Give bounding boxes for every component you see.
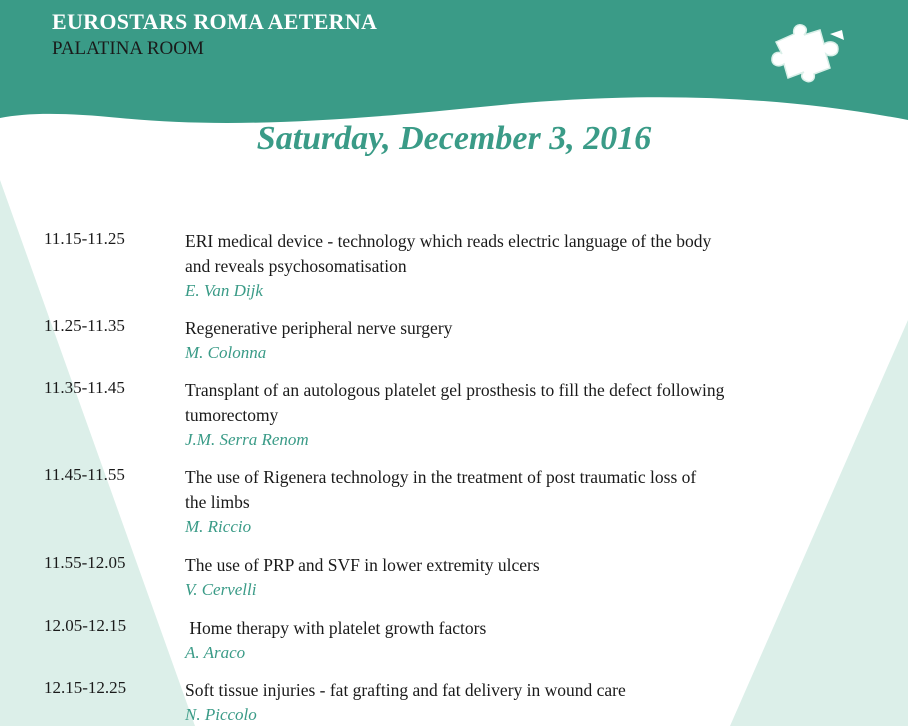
talk-title-line: the limbs	[185, 492, 250, 512]
session-talk	[185, 678, 845, 727]
talk-title-line: The use of Rigenera technology in the treatment of post traumatic loss of	[185, 467, 697, 487]
speaker-name: M. Riccio	[185, 517, 252, 536]
venue-name: EUROSTARS ROMA AETERNA	[52, 9, 378, 34]
session-time: 12.05-12.15	[44, 616, 127, 635]
session-talk	[185, 465, 845, 539]
talk-title-line: ERI medical device - technology which reads electric language of the body	[185, 231, 712, 251]
session-time: 11.25-11.35	[44, 316, 125, 335]
left-side-shape	[0, 180, 195, 726]
talk-title-line: Regenerative peripheral nerve surgery	[185, 318, 453, 338]
session-talk	[185, 553, 845, 602]
speaker-name: A. Araco	[185, 643, 246, 662]
session-talk	[185, 616, 845, 665]
speaker-name: N. Piccolo	[185, 705, 257, 724]
speaker-name: E. Van Dijk	[185, 281, 263, 300]
speaker-name: M. Colonna	[185, 343, 267, 362]
talk-title-line: and reveals psychosomatisation	[185, 256, 407, 276]
session-time: 12.15-12.25	[44, 678, 127, 697]
session-talk	[185, 316, 845, 365]
talk-title-line: The use of PRP and SVF in lower extremity ulcers	[185, 555, 540, 575]
session-talk	[185, 378, 845, 452]
talk-title-line: Soft tissue injuries - fat grafting and fat delivery in wound care	[185, 680, 626, 700]
talk-title-line: Transplant of an autologous platelet gel prosthesis to fill the defect following	[185, 380, 725, 400]
puzzle-piece-icon	[768, 20, 850, 84]
room-name: PALATINA ROOM	[52, 38, 204, 59]
session-time: 11.15-11.25	[44, 229, 125, 248]
speaker-name: V. Cervelli	[185, 580, 257, 599]
session-time: 11.35-11.45	[44, 378, 125, 397]
talk-title-line: Home therapy with platelet growth factors	[185, 618, 487, 638]
session-time: 11.45-11.55	[44, 465, 125, 484]
session-time: 11.55-12.05	[44, 553, 126, 572]
date-title: Saturday, December 3, 2016	[256, 120, 652, 157]
session-talk	[185, 229, 845, 303]
speaker-name: J.M. Serra Renom	[185, 430, 309, 449]
talk-title-line: tumorectomy	[185, 405, 279, 425]
